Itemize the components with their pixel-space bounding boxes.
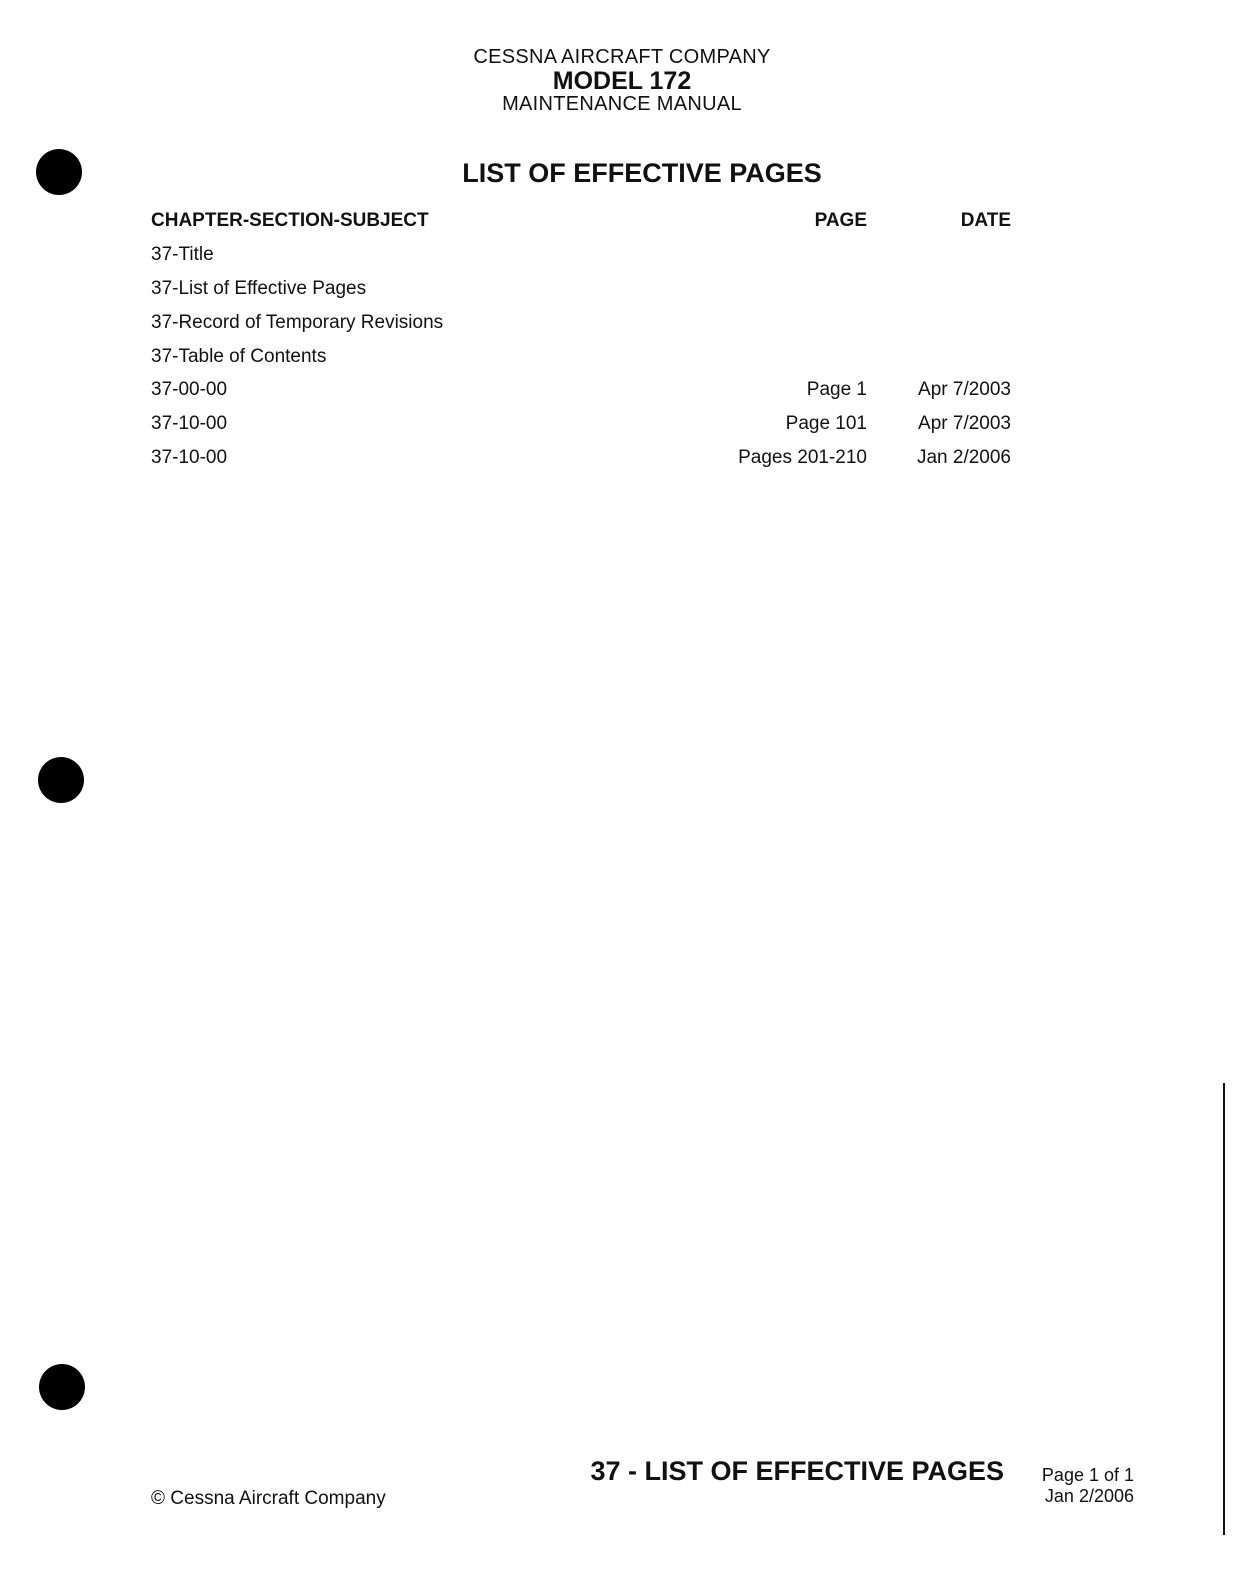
row-date: Apr 7/2003 bbox=[918, 413, 1011, 434]
row-subject: 37-10-00 bbox=[151, 413, 228, 434]
row-subject: 37-10-00 bbox=[151, 447, 228, 468]
column-header-date: DATE bbox=[960, 210, 1011, 231]
company-name: CESSNA AIRCRAFT COMPANY bbox=[473, 46, 771, 68]
column-header-subject: CHAPTER-SECTION-SUBJECT bbox=[151, 210, 429, 231]
table-row bbox=[0, 447, 1244, 477]
revision-change-bar bbox=[1223, 1083, 1225, 1535]
punch-hole-bottom bbox=[39, 1364, 85, 1410]
row-page: Page 101 bbox=[785, 413, 867, 434]
table-row bbox=[0, 413, 1244, 443]
page-header bbox=[0, 47, 1244, 115]
footer-page-number: Page 1 of 1 bbox=[1041, 1465, 1134, 1485]
table-row bbox=[0, 379, 1244, 409]
row-date: Apr 7/2003 bbox=[918, 379, 1011, 400]
column-header-page: PAGE bbox=[814, 210, 867, 231]
row-date: Jan 2/2006 bbox=[916, 447, 1011, 468]
row-subject: 37-List of Effective Pages bbox=[151, 278, 367, 299]
row-subject: 37-Title bbox=[151, 244, 214, 265]
footer-section-title: 37 - LIST OF EFFECTIVE PAGES bbox=[590, 1456, 1004, 1486]
row-page: Pages 201-210 bbox=[738, 447, 867, 468]
row-page: Page 1 bbox=[806, 379, 867, 400]
table-row bbox=[0, 278, 1244, 308]
table-row bbox=[0, 244, 1244, 274]
page-title: LIST OF EFFECTIVE PAGES bbox=[462, 158, 822, 188]
manual-name: MAINTENANCE MANUAL bbox=[502, 93, 742, 116]
table-row bbox=[0, 346, 1244, 376]
footer-copyright: © Cessna Aircraft Company bbox=[151, 1488, 386, 1509]
punch-hole-middle bbox=[38, 757, 84, 803]
model-name: MODEL 172 bbox=[552, 67, 692, 95]
footer-date: Jan 2/2006 bbox=[1044, 1485, 1134, 1506]
footer-page-info bbox=[1042, 1465, 1134, 1506]
row-subject: 37-Record of Temporary Revisions bbox=[151, 312, 444, 333]
row-subject: 37-Table of Contents bbox=[151, 346, 327, 367]
table-row bbox=[0, 312, 1244, 342]
row-subject: 37-00-00 bbox=[151, 379, 228, 400]
